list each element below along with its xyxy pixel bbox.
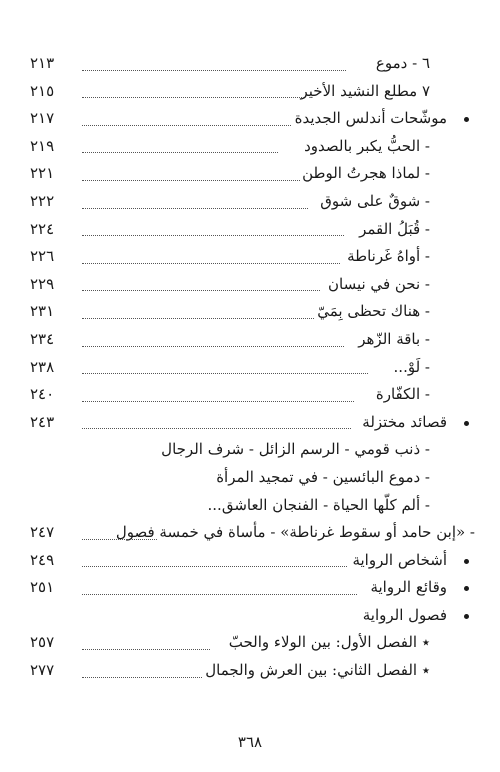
dot-leader (82, 290, 314, 319)
toc-entry-title: - قُبَلُ القمر (359, 219, 430, 238)
bullet-icon (464, 586, 469, 591)
toc-entry-title: - ذنب قومي - الرسم الزائل - شرف الرجال (161, 440, 430, 459)
toc-entry-page: ٢١٥ (30, 81, 55, 100)
toc-entry-title: وقائع الرواية (370, 578, 447, 597)
toc-entry-title: أشخاص الرواية (352, 550, 447, 569)
toc-entry (30, 657, 475, 685)
toc-entry-title: ٧ مطلع النشيد الأخير (300, 81, 430, 100)
toc-entry-page: ٢٢١ (30, 164, 55, 183)
dot-leader (82, 42, 346, 71)
toc-entry-page: ٢٣٨ (30, 357, 55, 376)
toc-entry-title: - الكفّارة (375, 385, 430, 404)
dot-leader (82, 511, 157, 540)
toc-entry-page: ٢١٩ (30, 136, 55, 155)
toc-entry-title: ٦ - دموع (375, 54, 430, 72)
toc-entry-title: - لماذا هجرتُ الوطن (302, 164, 430, 183)
toc-entry-title: - ألم كلّها الحياة - الفنجان العاشق... (207, 495, 430, 514)
dot-leader (82, 373, 354, 402)
toc-entry-page: ٢٣٤ (30, 329, 55, 348)
bullet-icon (464, 117, 469, 122)
toc-entry-title: - باقة الزّهر (358, 329, 430, 348)
toc-entry-page: ٢٥٧ (30, 633, 55, 652)
toc-entry-page: ٢٢٩ (30, 274, 55, 293)
toc-entry-title: - شوقٌ على شوق (320, 191, 430, 210)
dot-leader (82, 208, 344, 237)
toc-entry-title: - «إبن حامد أو سقوط غرناطة» - مأساة في خمسة فصول (115, 523, 475, 542)
toc-entry-title: - لَوْ... (393, 357, 430, 376)
toc-entry-page: ٢٤٩ (30, 550, 55, 569)
dot-leader (82, 539, 347, 568)
toc-entry-page: ٢٢٢ (30, 191, 55, 210)
dot-leader (82, 97, 291, 126)
dot-leader (82, 70, 304, 99)
toc-entry-title: - هناك تحظى بِمَيّ (317, 302, 430, 321)
toc-entry-title: قصائد مختزلة (362, 412, 447, 431)
toc-entry-title: - دموع البائسين - في تمجيد المرأة (216, 467, 430, 486)
toc-entry (30, 409, 475, 437)
toc-entry-page: ٢٢٤ (30, 219, 55, 238)
toc-entry-page: ٢٥١ (30, 578, 55, 597)
toc-entry (30, 436, 475, 464)
dot-leader (82, 152, 300, 181)
dot-leader (82, 125, 278, 154)
toc-entry-page: ٢٤٣ (30, 412, 55, 431)
dot-leader (82, 621, 210, 650)
dot-leader (82, 566, 357, 595)
toc-entry-page: ٢١٧ (30, 109, 55, 128)
toc-entry-title: فصول الرواية (362, 605, 447, 624)
toc-entry-page: ٢٣١ (30, 302, 55, 321)
page-number: ٣٦٨ (237, 733, 263, 751)
dot-leader (82, 401, 351, 430)
toc-entry (30, 574, 475, 602)
dot-leader (82, 180, 308, 209)
bullet-icon (464, 559, 469, 564)
toc-entry-page: ٢٧٧ (30, 661, 55, 680)
dot-leader (82, 318, 344, 347)
toc-entry-title: - نحن في نيسان (328, 274, 430, 293)
toc-entry-page: ٢٤٠ (30, 385, 55, 404)
toc-entry-title: ٭ الفصل الأول: بين الولاء والحبّ (228, 633, 430, 652)
bullet-icon (464, 614, 469, 619)
toc-entry-title: - أواهُ غَرناطة (347, 247, 430, 266)
toc-entry-page: ٢١٣ (30, 54, 55, 72)
toc-entry-page: ٢٢٦ (30, 247, 55, 266)
toc-entry-title: موشّحات أندلس الجديدة (294, 109, 447, 128)
table-of-contents (30, 50, 475, 685)
dot-leader (82, 235, 340, 264)
dot-leader (82, 649, 202, 678)
bullet-icon (464, 421, 469, 426)
toc-entry (30, 464, 475, 492)
toc-entry-title: ٭ الفصل الثاني: بين العرش والجمال (205, 661, 430, 680)
dot-leader (82, 346, 368, 375)
toc-entry-title: - الحبُّ يكبر بالصدود (304, 136, 430, 155)
dot-leader (82, 263, 320, 292)
toc-entry-page: ٢٤٧ (30, 523, 55, 542)
